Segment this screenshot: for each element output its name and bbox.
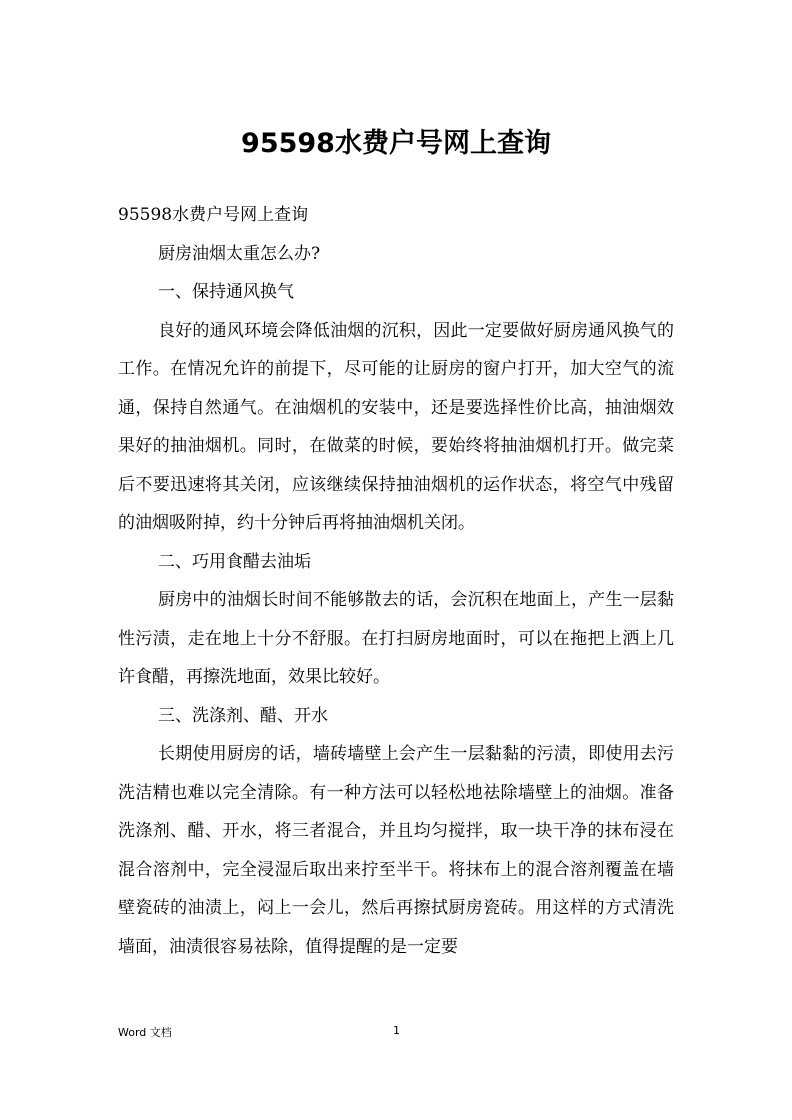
page-number: 1 [393, 1024, 400, 1037]
section-heading-1: 一、保持通风换气 [158, 282, 294, 302]
paragraph-vinegar: 厨房中的油烟长时间不能够散去的话，会沉积在地面上，产生一层黏性污渍，走在地上十分不舒服。在打扫厨房地面时，可以在拖把上洒上几许食醋，再擦洗地面，效果比较好。 [118, 590, 674, 687]
page-footer [0, 1024, 792, 1044]
document-title: 95598水费户号网上查询 [241, 128, 551, 159]
footer-label: Word 文档 [118, 1026, 172, 1039]
document-body [118, 196, 674, 966]
paragraph-ventilation: 良好的通风环境会降低油烟的沉积，因此一定要做好厨房通风换气的工作。在情况允许的前提下，尽可能的让厨房的窗户打开，加大空气的流通，保持自然通气。在油烟机的安装中，还是要选择性价比高，抽油烟效果好的抽油烟机。同时，在做菜的时候，要始终将抽油烟机打开。做完菜后不要迅速将其关闭，应该继续保持抽油烟机的运作状态，将空气中残留的油烟吸附掉，约十分钟后再将抽油烟机关闭。 [118, 320, 674, 533]
section-heading-2: 二、巧用食醋去油垢 [158, 551, 311, 572]
paragraph-question: 厨房油烟太重怎么办? [158, 243, 321, 264]
section-heading-3: 三、洗涤剂、醋、开水 [158, 705, 328, 726]
paragraph-subtitle: 95598水费户号网上查询 [118, 205, 309, 225]
paragraph-detergent: 长期使用厨房的话，墙砖墙壁上会产生一层黏黏的污渍，即使用去污洗洁精也难以完全清除。有一种方法可以轻松地祛除墙壁上的油烟。准备洗涤剂、醋、开水，将三者混合，并且均匀搅拌，取一块干净的抹布浸在混合溶剂中，完全浸湿后取出来拧至半干。将抹布上的混合溶剂覆盖在墙壁瓷砖的油渍上，闷上一会儿，然后再擦拭厨房瓷砖。用这样的方式清洗墙面，油渍很容易祛除，值得提醒的是一定要 [118, 744, 674, 957]
